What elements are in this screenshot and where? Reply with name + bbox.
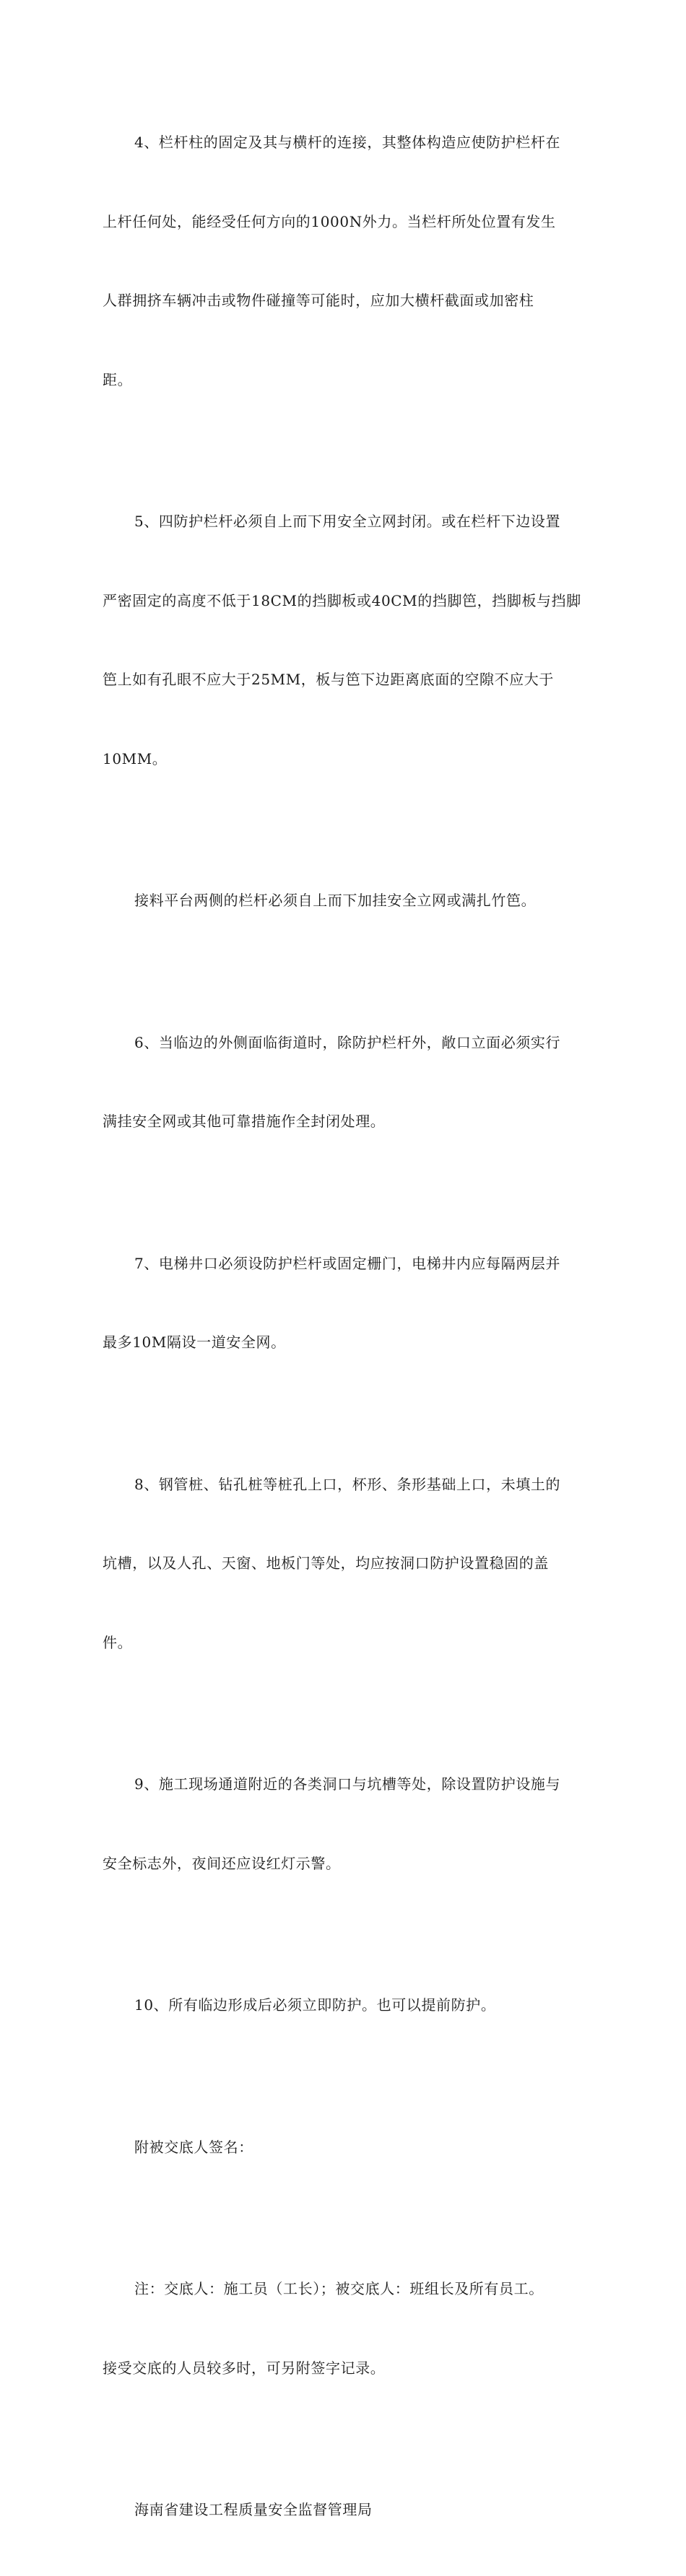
text-line: 8、钢管桩、钻孔桩等桩孔上口，杯形、条形基础上口，未填土的: [134, 1475, 561, 1493]
text-line: 安全标志外，夜间还应设红灯示警。: [103, 1854, 341, 1872]
text-line: 接受交底的人员较多时，可另附签字记录。: [103, 2359, 386, 2377]
text-line: 4、栏杆柱的固定及其与横杆的连接，其整体构造应使防护栏杆在: [134, 134, 561, 151]
paragraph-issuer: [103, 2444, 591, 2576]
paragraph-note: [103, 2223, 591, 2434]
text-line: 最多10M隔设一道安全网。: [103, 1333, 286, 1351]
text-line: 距。: [103, 370, 133, 388]
paragraph-platform-railing: [103, 835, 591, 967]
paragraph-item-6: [103, 977, 591, 1188]
text-line: 笆上如有孔眼不应大于25MM，板与笆下边距离底面的空隙不应大于: [103, 671, 555, 688]
text-line: 注：交底人：施工员（工长）；被交底人：班组长及所有员工。: [134, 2280, 544, 2297]
text-line: 5、四防护栏杆必须自上而下用安全立网封闭。或在栏杆下边设置: [134, 513, 561, 530]
text-line: 6、当临边的外侧面临街道时，除防护栏杆外，敞口立面必须实行: [134, 1033, 561, 1051]
paragraph-item-10: [103, 1939, 591, 2071]
text-line: 10、所有临边形成后必须立即防护。也可以提前防护。: [134, 1996, 496, 2014]
paragraph-item-4: [103, 77, 591, 445]
paragraph-signature-label: [103, 2081, 591, 2214]
text-line: 件。: [103, 1633, 133, 1651]
paragraph-item-5: [103, 456, 591, 824]
paragraph-item-9: [103, 1718, 591, 1929]
text-line: 满挂安全网或其他可靠措施作全封闭处理。: [103, 1113, 386, 1130]
text-line: 附被交底人签名：: [134, 2138, 253, 2156]
paragraph-item-8: [103, 1419, 591, 1709]
text-line: 严密固定的高度不低于18CM的挡脚板或40CM的挡脚笆，挡脚板与挡脚: [103, 591, 581, 609]
text-line: 上杆任何处，能经受任何方向的1000N外力。当栏杆所处位置有发生: [103, 212, 556, 230]
text-line: 10MM。: [103, 749, 168, 767]
text-line: 坑槽，以及人孔、天窗、地板门等处，均应按洞口防护设置稳固的盖: [103, 1554, 549, 1572]
text-line: 人群拥挤车辆冲击或物件碰撞等可能时，应加大横杆截面或加密柱: [103, 292, 534, 309]
text-line: 海南省建设工程质量安全监督管理局: [134, 2501, 373, 2518]
paragraph-item-7: [103, 1198, 591, 1409]
text-line: 9、施工现场通道附近的各类洞口与坑槽等处，除设置防护设施与: [134, 1775, 561, 1793]
text-line: 接料平台两侧的栏杆必须自上而下加挂安全立网或满扎竹笆。: [134, 892, 537, 909]
text-line: 7、电梯井口必须设防护栏杆或固定栅门，电梯井内应每隔两层并: [134, 1254, 561, 1272]
